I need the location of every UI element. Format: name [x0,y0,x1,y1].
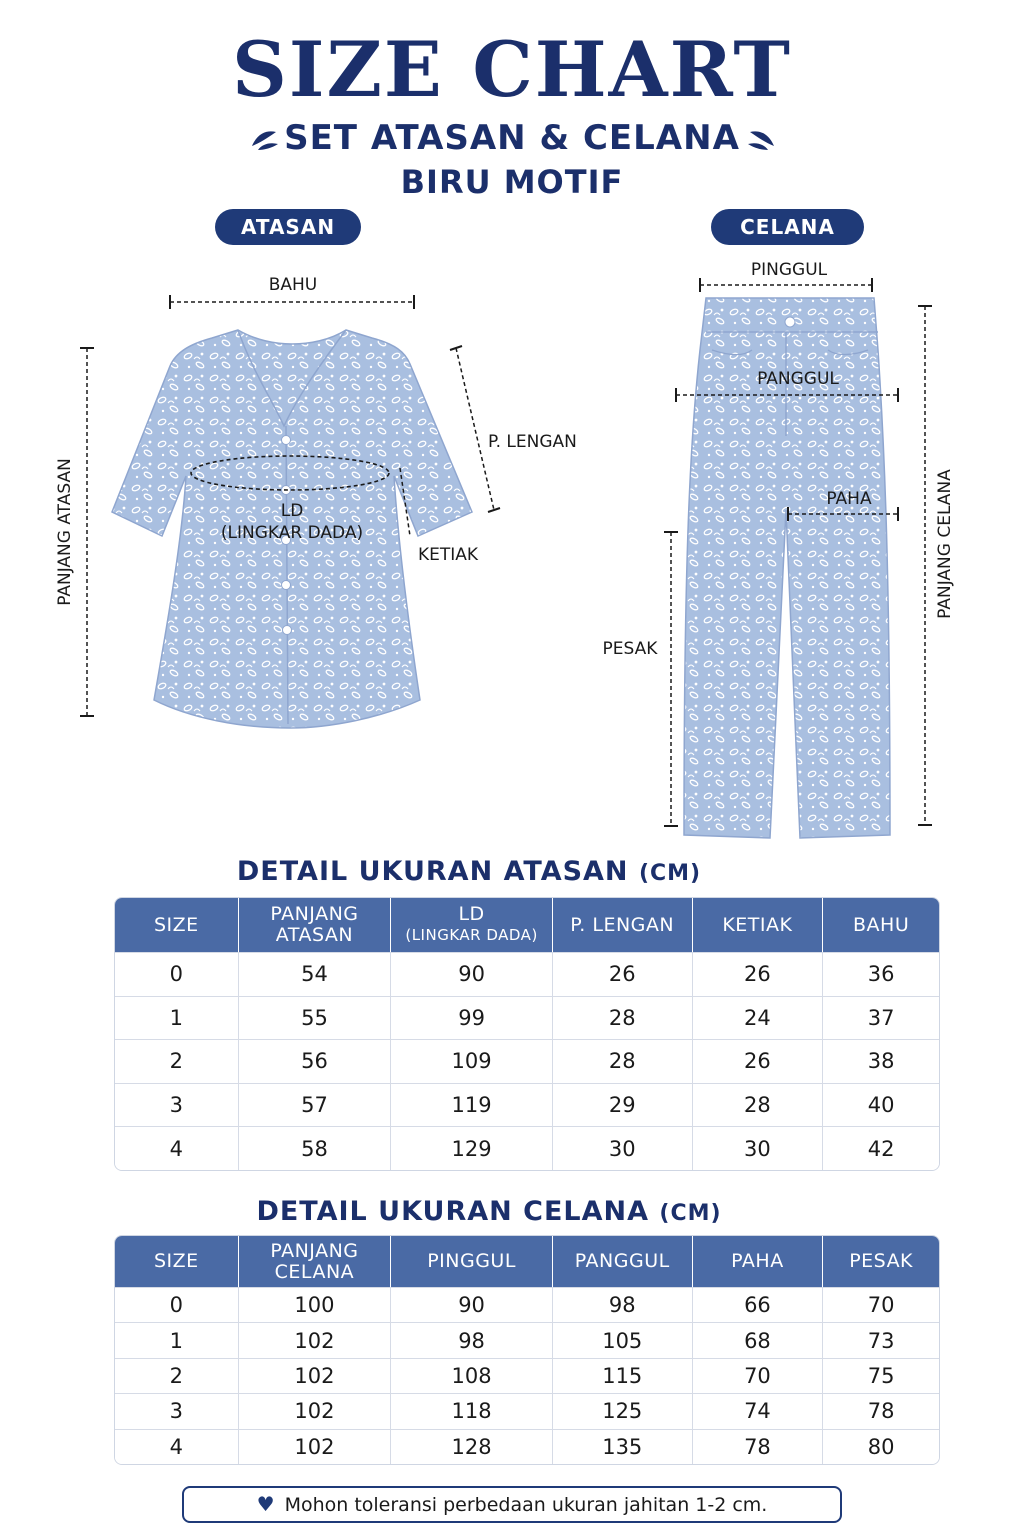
table-cell: 78 [823,1393,939,1428]
table-cell: 68 [693,1322,824,1357]
page-title: SIZE CHART [232,25,792,114]
table-cell: 4 [115,1429,239,1464]
column-header: SIZE [115,898,239,952]
table-cell: 128 [391,1429,553,1464]
column-header: PESAK [823,1236,939,1287]
table-cell: 28 [553,996,693,1040]
leaf-ornament-right-icon [744,126,778,152]
table-cell: 1 [115,996,239,1040]
table-cell: 26 [553,952,693,996]
table-row [115,996,939,1040]
hip-label: PANGGUL [757,369,839,389]
table-cell: 73 [823,1322,939,1357]
pants-length-label: PANJANG CELANA [935,469,955,619]
table-cell: 0 [115,952,239,996]
column-header: PANJANG ATASAN [239,898,392,952]
table-row [115,1429,939,1464]
table-cell: 24 [693,996,824,1040]
table-cell: 0 [115,1287,239,1322]
page-subtitle: SET ATASAN & CELANA [284,118,740,158]
table-cell: 102 [239,1393,392,1428]
column-header: BAHU [823,898,939,952]
table-cell: 125 [553,1393,693,1428]
table-row [115,1358,939,1393]
table-cell: 1 [115,1322,239,1357]
waist-label: PINGGUL [750,260,828,280]
table-cell: 102 [239,1429,392,1464]
table-cell: 4 [115,1126,239,1170]
table-cell: 119 [391,1083,553,1127]
table-cell: 29 [553,1083,693,1127]
armpit-label: KETIAK [418,545,479,565]
column-header [391,898,553,952]
table-cell: 100 [239,1287,392,1322]
heart-icon: ♥ [256,1492,275,1516]
table-row [115,1039,939,1083]
table-cell: 38 [823,1039,939,1083]
table-cell: 56 [239,1039,392,1083]
table-cell: 26 [693,1039,824,1083]
table-row [115,1322,939,1357]
garment-illustration [0,240,1024,850]
top-length-label: PANJANG ATASAN [55,458,75,606]
shoulder-label: BAHU [268,275,318,295]
table-row [115,1083,939,1127]
pants-section-badge: CELANA [711,209,864,245]
table-row [115,1393,939,1428]
table-cell: 66 [693,1287,824,1322]
tolerance-note-text: Mohon toleransi perbedaan ukuran jahitan 1-2 cm. [284,1494,768,1516]
table-cell: 28 [693,1083,824,1127]
table-cell: 55 [239,996,392,1040]
chest-label-detail: (LINGKAR DADA) [220,523,364,543]
table-cell: 3 [115,1083,239,1127]
top-section-badge: ATASAN [215,209,361,245]
table-cell: 36 [823,952,939,996]
table-cell: 98 [553,1287,693,1322]
column-header-subtext: (LINGKAR DADA) [405,926,538,944]
table-cell: 3 [115,1393,239,1428]
pants-size-table [114,1235,940,1465]
table-cell: 58 [239,1126,392,1170]
product-color-label: BIRU MOTIF [400,163,624,201]
table-cell: 2 [115,1358,239,1393]
table-cell: 54 [239,952,392,996]
column-header: PINGGUL [391,1236,553,1287]
column-header-text: LD [458,903,485,925]
table-cell: 118 [391,1393,553,1428]
table-cell: 40 [823,1083,939,1127]
table-cell: 108 [391,1358,553,1393]
table-cell: 57 [239,1083,392,1127]
table-cell: 74 [693,1393,824,1428]
table-cell: 102 [239,1322,392,1357]
table-cell: 99 [391,996,553,1040]
column-header: PAHA [693,1236,824,1287]
table-cell: 102 [239,1358,392,1393]
table-cell: 105 [553,1322,693,1357]
tolerance-note [182,1486,842,1523]
column-header: PANGGUL [553,1236,693,1287]
table-cell: 80 [823,1429,939,1464]
column-header: PANJANG CELANA [239,1236,392,1287]
top-table-title-text: DETAIL UKURAN ATASAN [236,856,629,887]
table-row [115,1287,939,1322]
table-cell: 109 [391,1039,553,1083]
top-table-unit: (CM) [638,861,702,886]
table-cell: 78 [693,1429,824,1464]
table-cell: 90 [391,952,553,996]
table-cell: 42 [823,1126,939,1170]
column-header: SIZE [115,1236,239,1287]
table-cell: 70 [693,1358,824,1393]
table-cell: 26 [693,952,824,996]
table-cell: 129 [391,1126,553,1170]
table-cell: 30 [693,1126,824,1170]
sleeve-length-label: P. LENGAN [488,432,577,452]
table-row [115,952,939,996]
pants-table-unit: (CM) [659,1201,722,1226]
column-header: P. LENGAN [553,898,693,952]
table-cell: 37 [823,996,939,1040]
leg-opening-label: PESAK [602,639,658,659]
thigh-label: PAHA [826,489,872,509]
top-size-table [114,897,940,1171]
pants-table-title [20,1196,958,1227]
table-row [115,1126,939,1170]
pants-table-title-text: DETAIL UKURAN CELANA [256,1196,649,1227]
table-cell: 98 [391,1322,553,1357]
top-table-title [0,856,938,887]
table-cell: 70 [823,1287,939,1322]
table-cell: 115 [553,1358,693,1393]
table-cell: 135 [553,1429,693,1464]
table-cell: 75 [823,1358,939,1393]
column-header: KETIAK [693,898,824,952]
chest-label: LD [280,501,304,521]
table-cell: 28 [553,1039,693,1083]
table-cell: 90 [391,1287,553,1322]
table-cell: 30 [553,1126,693,1170]
table-cell: 2 [115,1039,239,1083]
